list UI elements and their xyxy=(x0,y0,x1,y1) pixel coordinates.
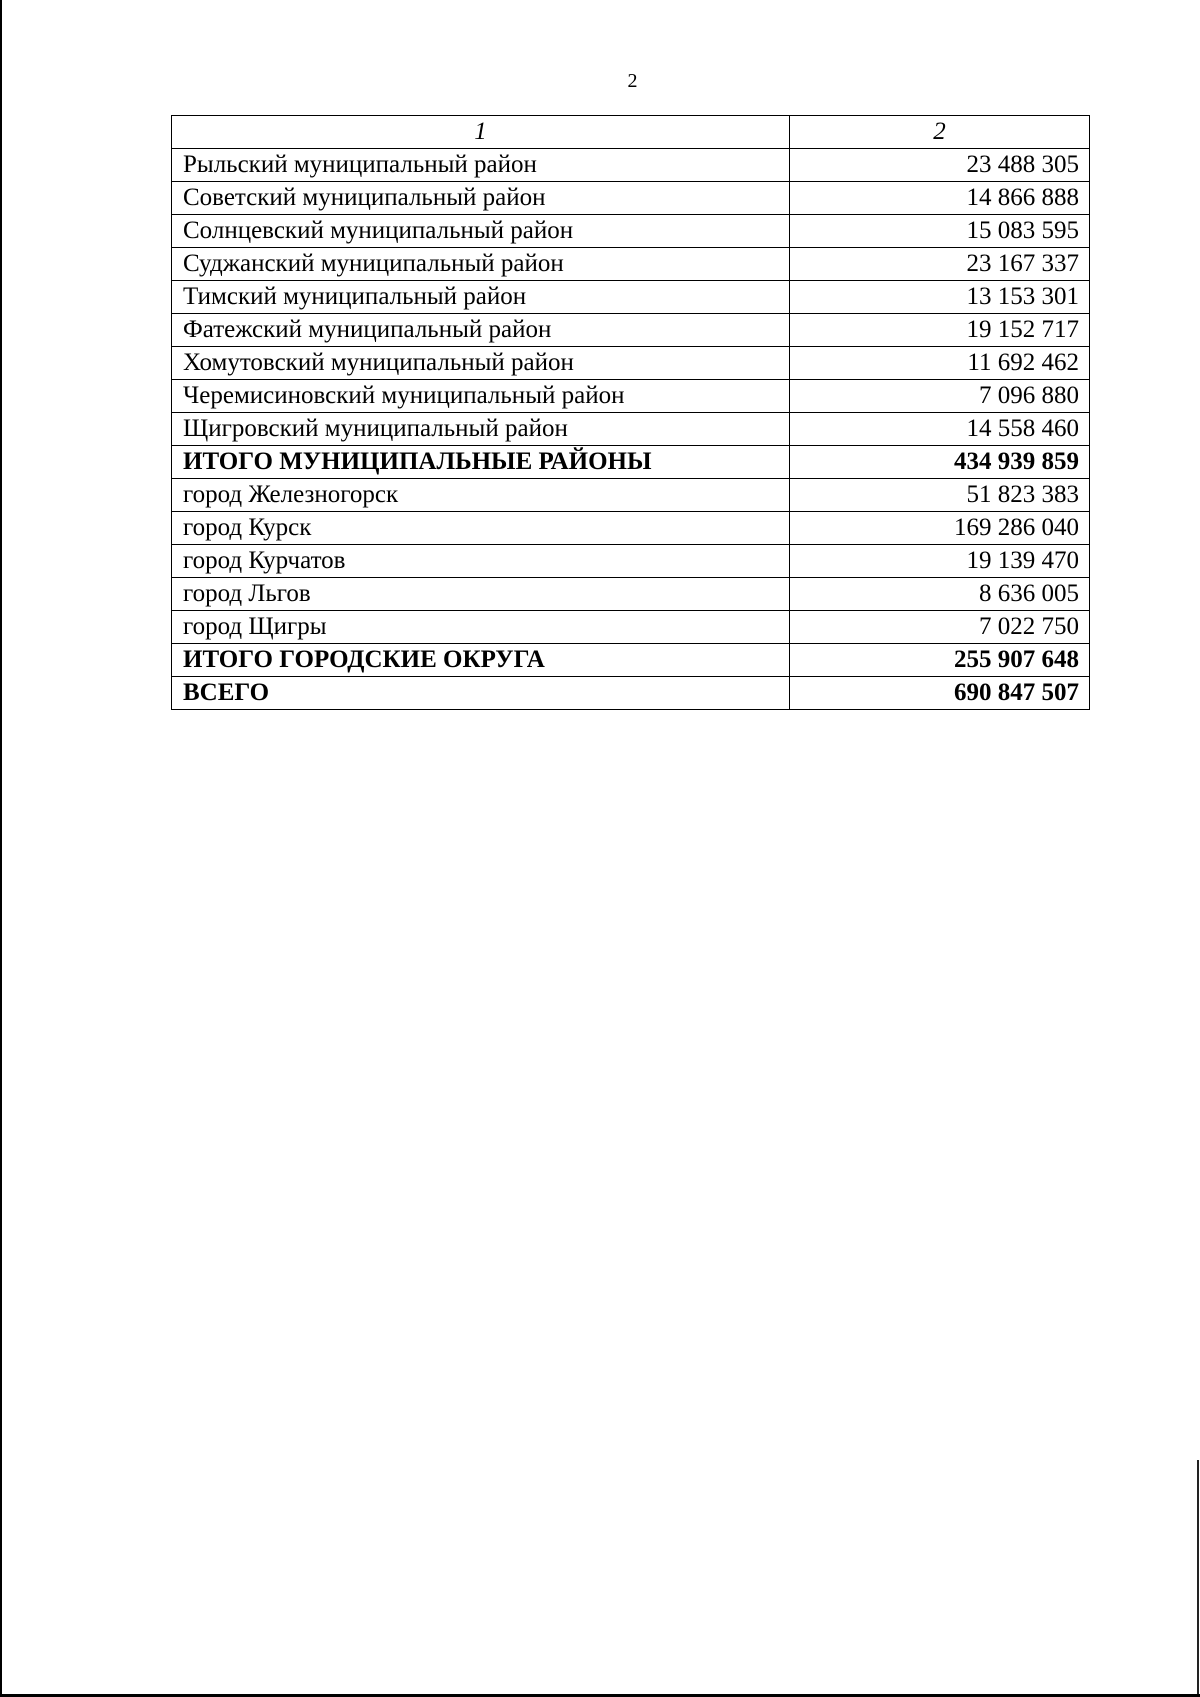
row-name-cell: ИТОГО МУНИЦИПАЛЬНЫЕ РАЙОНЫ xyxy=(172,446,790,479)
column-header-2: 2 xyxy=(790,116,1090,149)
table-row xyxy=(172,248,1090,281)
table-total-row xyxy=(172,677,1090,710)
table-row xyxy=(172,281,1090,314)
column-header-1: 1 xyxy=(172,116,790,149)
row-value-cell: 14 558 460 xyxy=(790,413,1090,446)
row-value-cell: 169 286 040 xyxy=(790,512,1090,545)
row-value-cell: 7 096 880 xyxy=(790,380,1090,413)
table-row xyxy=(172,314,1090,347)
row-value-cell: 19 152 717 xyxy=(790,314,1090,347)
row-value-cell: 8 636 005 xyxy=(790,578,1090,611)
row-name-cell: Суджанский муниципальный район xyxy=(172,248,790,281)
table-row xyxy=(172,380,1090,413)
table-row xyxy=(172,512,1090,545)
data-table xyxy=(171,115,1090,710)
row-name-cell: Щигровский муниципальный район xyxy=(172,413,790,446)
table-row xyxy=(172,545,1090,578)
row-name-cell: Советский муниципальный район xyxy=(172,182,790,215)
row-value-cell: 51 823 383 xyxy=(790,479,1090,512)
row-value-cell: 434 939 859 xyxy=(790,446,1090,479)
row-value-cell: 23 167 337 xyxy=(790,248,1090,281)
table-body xyxy=(172,116,1090,710)
row-name-cell: город Курск xyxy=(172,512,790,545)
table-row xyxy=(172,611,1090,644)
row-value-cell: 14 866 888 xyxy=(790,182,1090,215)
row-value-cell: 15 083 595 xyxy=(790,215,1090,248)
page-number: 2 xyxy=(627,70,638,92)
table-row xyxy=(172,149,1090,182)
row-value-cell: 7 022 750 xyxy=(790,611,1090,644)
table-row xyxy=(172,347,1090,380)
row-name-cell: ИТОГО ГОРОДСКИЕ ОКРУГА xyxy=(172,644,790,677)
row-name-cell: Рыльский муниципальный район xyxy=(172,149,790,182)
scan-edge-right xyxy=(1197,1460,1199,1697)
table-total-row xyxy=(172,446,1090,479)
table-row xyxy=(172,182,1090,215)
row-name-cell: Фатежский муниципальный район xyxy=(172,314,790,347)
row-name-cell: Хомутовский муниципальный район xyxy=(172,347,790,380)
row-value-cell: 23 488 305 xyxy=(790,149,1090,182)
row-value-cell: 690 847 507 xyxy=(790,677,1090,710)
table-row xyxy=(172,578,1090,611)
row-name-cell: Черемисиновский муниципальный район xyxy=(172,380,790,413)
table-row xyxy=(172,413,1090,446)
row-name-cell: Солнцевский муниципальный район xyxy=(172,215,790,248)
row-name-cell: город Железногорск xyxy=(172,479,790,512)
table-row xyxy=(172,479,1090,512)
row-value-cell: 13 153 301 xyxy=(790,281,1090,314)
row-value-cell: 255 907 648 xyxy=(790,644,1090,677)
row-name-cell: ВСЕГО xyxy=(172,677,790,710)
row-value-cell: 11 692 462 xyxy=(790,347,1090,380)
row-value-cell: 19 139 470 xyxy=(790,545,1090,578)
table-header-row xyxy=(172,116,1090,149)
row-name-cell: Тимский муниципальный район xyxy=(172,281,790,314)
table-total-row xyxy=(172,644,1090,677)
row-name-cell: город Курчатов xyxy=(172,545,790,578)
table-row xyxy=(172,215,1090,248)
row-name-cell: город Льгов xyxy=(172,578,790,611)
scan-edge-left xyxy=(0,0,2,1697)
row-name-cell: город Щигры xyxy=(172,611,790,644)
